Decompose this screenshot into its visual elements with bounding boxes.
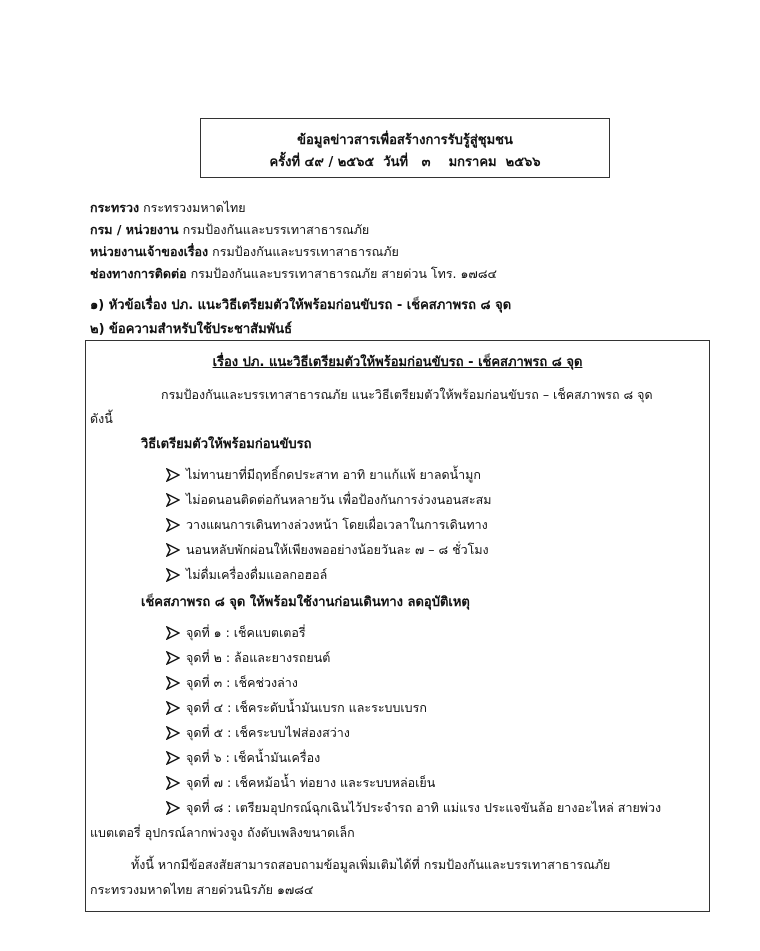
check-item-8-text: จุดที่ ๘ : เตรียมอุปกรณ์ฉุกเฉินไว้ประจำรถ อาทิ แม่แรง ประแจขันล้อ ยางอะไหล่ สายพ่วง [186, 800, 662, 815]
arrow-bullet-icon [166, 493, 180, 507]
section-message: ๒) ข้อความสำหรับใช้ประชาสัมพันธ์ [90, 322, 293, 337]
prep-item-text: วางแผนการเดินทางล่วงหน้า โดยเผื่อเวลาในการเดินทาง [186, 517, 488, 532]
prep-item [166, 490, 492, 510]
meta-ministry-value: กระทรวงมหาดไทย [143, 200, 246, 215]
closing-line-2: กระทรวงมหาดไทย สายด่วนนิรภัย ๑๗๘๔ [90, 882, 314, 897]
meta-ministry [90, 198, 246, 218]
arrow-bullet-icon [166, 801, 180, 815]
prep-item-text: ไม่อดนอนติดต่อกันหลายวัน เพื่อป้องกันการง่วงนอนสะสม [186, 492, 492, 507]
check-item [166, 748, 320, 768]
check-item [166, 648, 330, 668]
arrow-bullet-icon [166, 468, 180, 482]
meta-contact-label: ช่องทางการติดต่อ [90, 266, 187, 281]
press-release-box [85, 340, 710, 912]
check-item [166, 623, 306, 643]
check-item-text: จุดที่ ๓ : เช็คช่วงล่าง [186, 675, 298, 690]
arrow-bullet-icon [166, 651, 180, 665]
check-item-text: จุดที่ ๕ : เช็คระบบไฟส่องสว่าง [186, 725, 350, 740]
arrow-bullet-icon [166, 776, 180, 790]
section-topic: ๑) หัวข้อเรื่อง ปภ. แนะวิธีเตรียมตัวให้พร้อมก่อนขับรถ - เช็คสภาพรถ ๘ จุด [90, 298, 512, 313]
prep-item [166, 565, 327, 585]
closing-line-1: ทั้งนี้ หากมีข้อสงสัยสามารถสอบถามข้อมูลเพิ่มเติมได้ที่ กรมป้องกันและบรรเทาสาธารณภัย [131, 857, 611, 872]
arrow-bullet-icon [166, 701, 180, 715]
intro-line-1: กรมป้องกันและบรรเทาสาธารณภัย แนะวิธีเตรียมตัวให้พร้อมก่อนขับรถ – เช็คสภาพรถ ๘ จุด [161, 387, 653, 402]
prep-item [166, 540, 489, 560]
meta-ministry-label: กระทรวง [90, 200, 140, 215]
arrow-bullet-icon [166, 726, 180, 740]
arrow-bullet-icon [166, 676, 180, 690]
arrow-bullet-icon [166, 751, 180, 765]
check-item [166, 673, 298, 693]
prep-item-text: นอนหลับพักผ่อนให้เพียงพออย่างน้อยวันละ ๗ – ๘ ชั่วโมง [186, 542, 489, 557]
header-issue-date: ครั้งที่ ๔๙ / ๒๕๖๕ วันที่ ๓ มกราคม ๒๕๖๖ [269, 155, 541, 170]
meta-department [90, 220, 369, 240]
prep-item-text: ไม่ทานยาที่มีฤทธิ์กดประสาท อาทิ ยาแก้แพ้ ยาลดน้ำมูก [186, 467, 481, 482]
arrow-bullet-icon [166, 518, 180, 532]
arrow-bullet-icon [166, 626, 180, 640]
check-item-text: จุดที่ ๒ : ล้อและยางรถยนต์ [186, 650, 331, 665]
meta-owner-label: หน่วยงานเจ้าของเรื่อง [90, 244, 209, 259]
intro-line-2: ดังนี้ [90, 411, 113, 426]
check-item-text: จุดที่ ๗ : เช็คหม้อน้ำ ท่อยาง และระบบหล่อเย็น [186, 775, 436, 790]
check-item-text: จุดที่ ๑ : เช็คแบตเตอรี่ [186, 625, 306, 640]
meta-owner-value: กรมป้องกันและบรรเทาสาธารณภัย [212, 244, 399, 259]
check-heading: เช็คสภาพรถ ๘ จุด ให้พร้อมใช้งานก่อนเดินทาง ลดอุบัติเหตุ [141, 595, 470, 610]
prep-item-text: ไม่ดื่มเครื่องดื่มแอลกอฮอล์ [186, 567, 328, 582]
meta-department-label: กรม / หน่วยงาน [90, 222, 179, 237]
check-item [166, 698, 427, 718]
arrow-bullet-icon [166, 568, 180, 582]
arrow-bullet-icon [166, 543, 180, 557]
prep-heading: วิธีเตรียมตัวให้พร้อมก่อนขับรถ [141, 437, 312, 452]
check-item-text: จุดที่ ๔ : เช็คระดับน้ำมันเบรก และระบบเบรก [186, 700, 427, 715]
check-item-text: จุดที่ ๖ : เช็คน้ำมันเครื่อง [186, 750, 321, 765]
check-item [166, 773, 435, 793]
check-item-8 [166, 798, 661, 818]
prep-item [166, 465, 481, 485]
document-header-box [200, 118, 610, 178]
meta-department-value: กรมป้องกันและบรรเทาสาธารณภัย [182, 222, 370, 237]
header-title: ข้อมูลข่าวสารเพื่อสร้างการรับรู้สู่ชุมชน [297, 133, 513, 148]
story-title [86, 351, 709, 372]
meta-owner [90, 242, 399, 262]
story-title-text: เรื่อง ปภ. แนะวิธีเตรียมตัวให้พร้อมก่อนขับรถ - เช็คสภาพรถ ๘ จุด [212, 355, 583, 370]
meta-contact-value: กรมป้องกันและบรรเทาสาธารณภัย สายด่วน โทร. ๑๗๘๔ [190, 266, 497, 281]
check-item [166, 723, 350, 743]
prep-item [166, 515, 488, 535]
check-item-8-continuation: แบตเตอรี่ อุปกรณ์ลากพ่วงจูง ถังดับเพลิงขนาดเล็ก [90, 825, 355, 840]
meta-contact [90, 264, 497, 284]
